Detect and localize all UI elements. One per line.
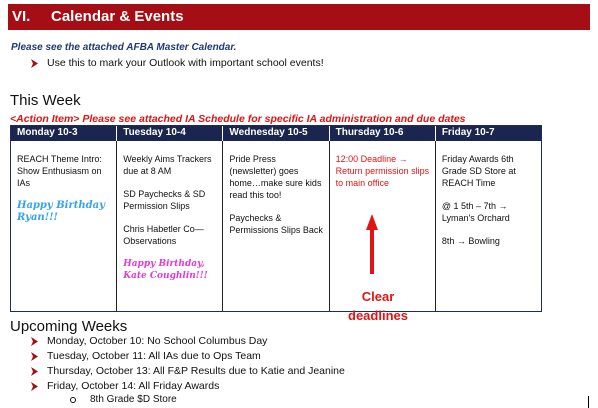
day-item: Weekly Aims Trackers due at 8 AM (123, 154, 212, 176)
upcoming-item (30, 350, 261, 362)
annotation-line: deadlines (348, 308, 408, 323)
upcoming-item (30, 335, 267, 347)
upcoming-item (30, 365, 345, 377)
day-cell-monday (11, 141, 117, 311)
action-item: <Action Item> Please see attached IA Schedule for specific IA administration and due dates (10, 113, 466, 125)
day-item: SD Paychecks & SD Permission Slips (123, 189, 206, 211)
day-header: Monday 10-3 (11, 126, 117, 141)
day-item: Friday Awards 6th Grade SD Store at REACH Time (441, 154, 516, 188)
upcoming-text: Monday, October 10: No School Columbus Day (47, 335, 268, 347)
red-arrow-bullet-icon (30, 336, 39, 347)
day-header: Friday 10-7 (441, 127, 495, 138)
day-header: Thursday 10-6 (330, 126, 436, 141)
day-item: REACH Theme Intro: Show Enthusiasm on IAs (17, 154, 102, 188)
week-body-row (11, 141, 541, 311)
day-item: Chris Habetler Co—Observations (123, 224, 204, 246)
upcoming-subitem-text: 8th Grade $D Store (90, 394, 177, 405)
note-bullet (30, 57, 324, 69)
day-item: Paychecks & Permissions Slips Back (229, 213, 323, 235)
day-cell-wednesday (223, 141, 329, 311)
annotation-label (330, 287, 426, 325)
calendar-note: Please see the attached AFBA Master Calendar. (11, 42, 237, 53)
upcoming-item (30, 380, 219, 392)
circle-bullet-icon (70, 397, 76, 403)
note-bullet-text: Use this to mark your Outlook with important school events! (47, 57, 324, 69)
red-arrow-bullet-icon (30, 366, 39, 377)
text-cursor (588, 396, 589, 408)
day-header: Wednesday 10-5 (223, 126, 329, 141)
day-item: @ 1 5th – 7th → Lyman's Orchard (441, 201, 510, 223)
upcoming-subitem (70, 394, 177, 405)
upcoming-text: Thursday, October 13: All F&P Results due to Katie and Jeanine (47, 365, 345, 377)
red-arrow-bullet-icon (30, 381, 39, 392)
annotation-line: Clear (361, 289, 395, 304)
section-title: Calendar & Events (51, 8, 184, 25)
day-header: Tuesday 10-4 (117, 126, 223, 141)
day-cell-friday (436, 141, 541, 311)
deadline-item: 12:00 Deadline → Return permission slips to main office (335, 154, 430, 188)
upcoming-text: Tuesday, October 11: All IAs due to Ops Team (47, 350, 261, 362)
red-up-arrow-icon (366, 214, 378, 274)
day-item: Pride Press (newsletter) goes home…make sure kids read this too! (229, 154, 322, 200)
section-number: VI. (12, 8, 31, 25)
week-header-row (11, 126, 541, 141)
upcoming-text: Friday, October 14: All Friday Awards (47, 380, 220, 392)
red-arrow-bullet-icon (30, 58, 39, 69)
this-week-title: This Week (10, 92, 81, 109)
upcoming-title: Upcoming Weeks (10, 318, 128, 335)
day-item: 8th → Bowling (441, 236, 500, 246)
day-cell-thursday (330, 141, 436, 311)
red-arrow-bullet-icon (30, 351, 39, 362)
birthday-note: Happy Birthday Ryan!!! (17, 200, 105, 223)
birthday-note: Happy Birthday, Kate Coughlin!!! (123, 259, 208, 281)
week-calendar-table (10, 125, 542, 312)
day-cell-tuesday (117, 141, 223, 311)
section-header (8, 4, 590, 30)
